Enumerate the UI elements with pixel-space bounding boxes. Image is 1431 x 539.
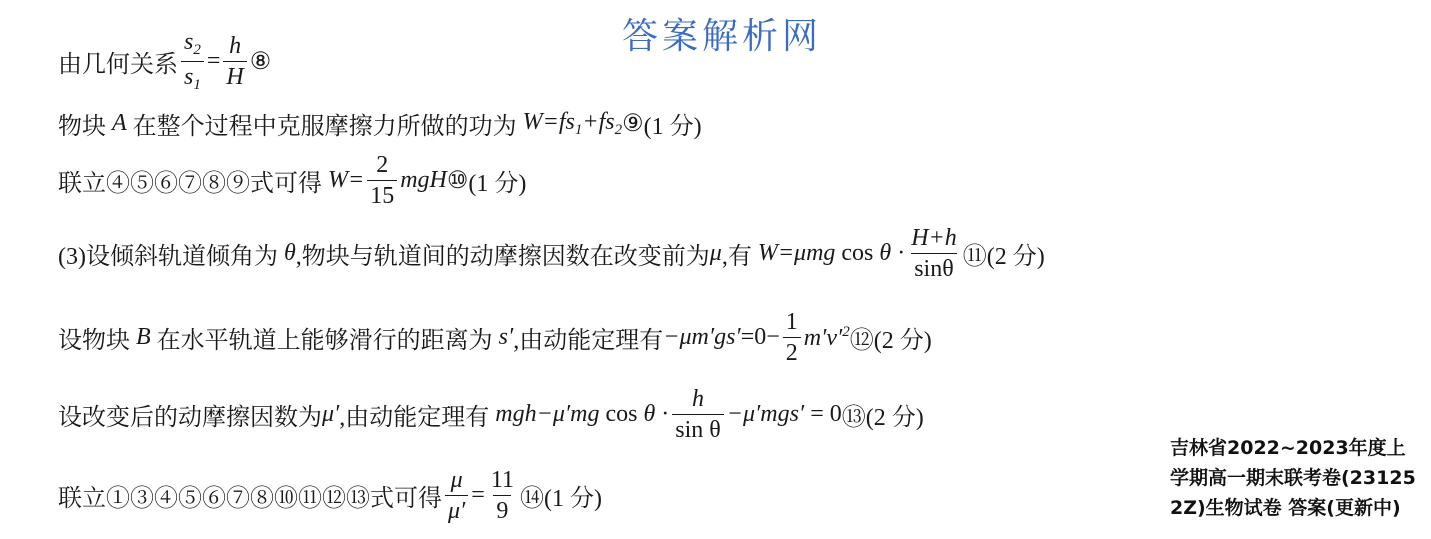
- fraction-2-15: $\frac{2}{15}$: [367, 153, 397, 208]
- text-middle-2: ,有: [721, 244, 752, 270]
- fraction-h-sintheta: $\frac{h}{\text{sin θ}}$: [672, 387, 724, 442]
- watermark-title: 答案解析网: [622, 16, 823, 57]
- var-mu: μ: [709, 240, 722, 266]
- text-prefix: (3)设倾斜轨道倾角为: [58, 244, 278, 270]
- var-A: A: [112, 110, 127, 136]
- score: (1 分): [468, 171, 527, 197]
- equation-marker: ⑫: [849, 328, 874, 354]
- formula-lhs: W=: [328, 167, 365, 193]
- cos-func: cos: [605, 401, 638, 427]
- equation-marker: ⑩: [446, 168, 469, 194]
- dot-operator: ·: [897, 240, 906, 266]
- formula-lhs: W=μmg: [757, 240, 836, 266]
- score: (2 分): [986, 244, 1045, 270]
- line-block-B: [58, 310, 932, 365]
- equals-sign: =: [471, 482, 485, 508]
- equals-sign: =: [206, 48, 221, 74]
- line-part3: [58, 226, 1045, 281]
- dot-operator: ·: [661, 401, 670, 427]
- text-prefix: 设改变后的动摩擦因数为: [58, 405, 322, 431]
- var-theta: θ: [283, 240, 296, 266]
- line-work-friction: [58, 106, 702, 141]
- score: (2 分): [873, 328, 932, 354]
- fraction-h-H: $\frac{h}{H}$: [223, 34, 246, 89]
- fraction-11-9: $\frac{11}{9}$: [490, 467, 514, 524]
- var-s-prime: s′: [498, 324, 514, 350]
- text-prefix: 联立④⑤⑥⑦⑧⑨式可得: [58, 171, 322, 197]
- var-theta: θ: [643, 401, 656, 427]
- score: (1 分): [643, 114, 702, 140]
- text-middle: 在整个过程中克服摩擦力所做的功为: [132, 114, 517, 140]
- formula-lhs: mgh−μ′mg: [495, 401, 600, 427]
- fraction-1-2: $\frac{1}{2}$: [783, 310, 801, 365]
- text-prefix: 联立①③④⑤⑥⑦⑧⑩⑪⑫⑬式可得: [58, 486, 442, 512]
- fraction-Hh-sintheta: $\frac{H+h}{\sin\theta}$: [911, 225, 957, 282]
- equation-marker: ⑬: [841, 405, 866, 431]
- var-theta-2: θ: [879, 240, 892, 266]
- line-new-mu: [58, 387, 924, 442]
- equation-marker: ⑨: [622, 111, 644, 137]
- line-combine-2: [58, 468, 602, 523]
- var-B: B: [136, 324, 151, 350]
- equation-marker: ⑭: [519, 486, 544, 512]
- score: (1 分): [543, 486, 602, 512]
- equation-marker: ⑪: [962, 244, 987, 270]
- formula-lhs: −μm′gs′: [663, 324, 741, 350]
- text-prefix: 由几何关系: [58, 52, 178, 78]
- line-geometry: [58, 30, 271, 93]
- text-middle-2: ,由动能定理有: [513, 328, 664, 354]
- equals-zero: = 0: [810, 401, 842, 427]
- fraction-s2-s1: $\frac{s_2}{s_1}$: [181, 30, 204, 93]
- exam-caption: 吉林省2022~2023年度上 学期高一期末联考卷(23125 2Z)生物试卷 答案(更新中): [1170, 437, 1416, 519]
- equation-marker: ⑧: [249, 49, 272, 75]
- line-combine-1: [58, 153, 526, 208]
- formula-work: $W=fs_1+fs_2$: [522, 108, 623, 138]
- text-prefix: 物块: [58, 114, 106, 140]
- formula-rhs: $m'v'^2$: [803, 323, 850, 351]
- fraction-mu-muprime: $\frac{\mu}{\mu'}$: [445, 468, 468, 523]
- equals-zero-minus: =0−: [740, 324, 780, 350]
- text-prefix: 设物块: [58, 328, 130, 354]
- var-mu-prime: μ′: [322, 401, 340, 427]
- text-middle: 在水平轨道上能够滑行的距离为: [156, 328, 493, 354]
- formula-rhs: −μ′mgs′: [726, 401, 805, 427]
- formula-rhs: mgH: [400, 167, 447, 193]
- text-middle: ,物块与轨道间的动摩擦因数在改变前为: [295, 244, 710, 270]
- text-middle: ,由动能定理有: [339, 405, 490, 431]
- cos-func: cos: [841, 240, 874, 266]
- score: (2 分): [865, 405, 924, 431]
